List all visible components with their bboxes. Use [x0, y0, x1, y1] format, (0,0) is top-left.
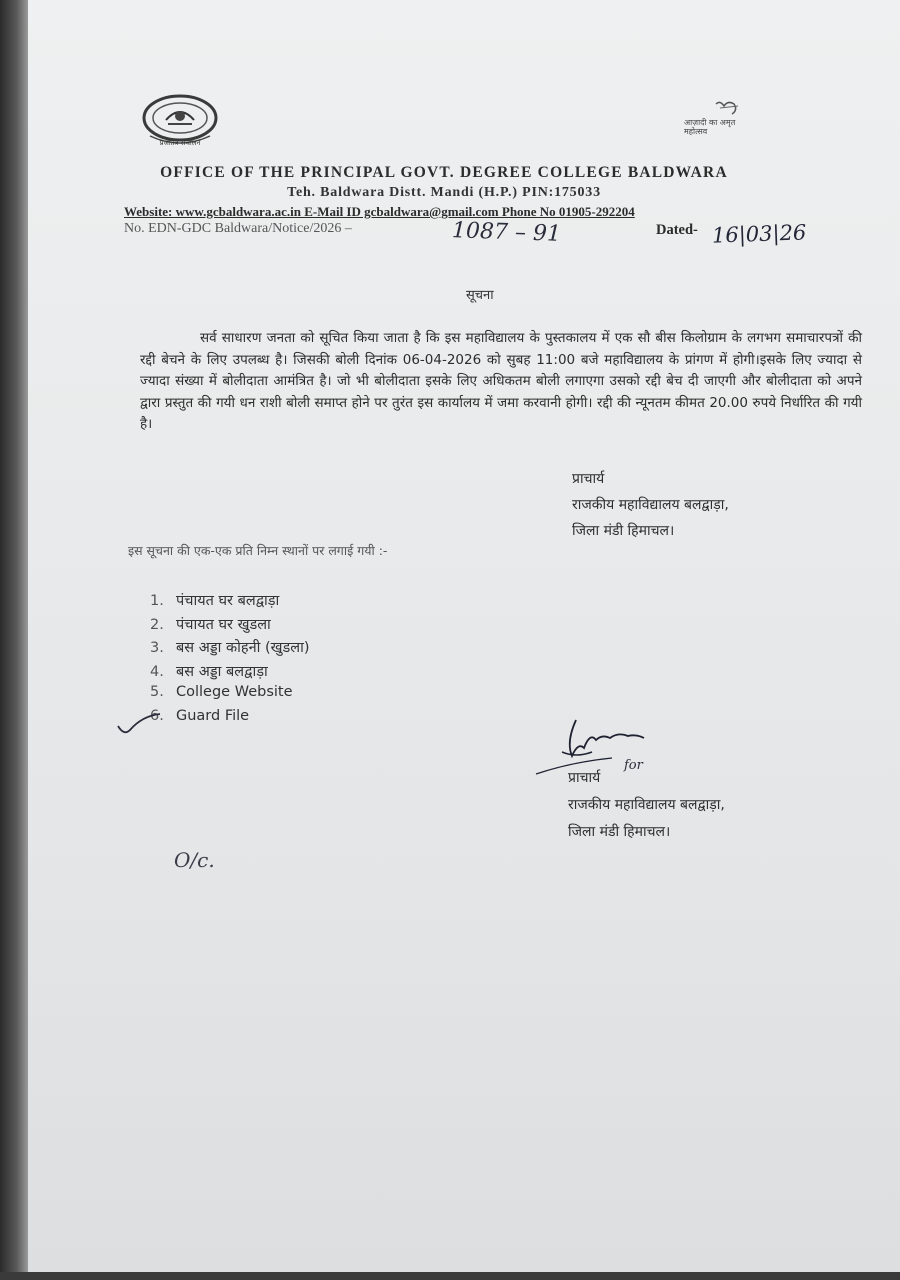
principal-title: प्राचार्य: [568, 770, 601, 786]
list-item-number: 3.: [150, 640, 164, 656]
list-item: [150, 661, 310, 685]
notice-heading: सूचना: [466, 288, 494, 303]
district-line: जिला मंडी हिमाचल।: [568, 824, 671, 840]
logo-text: प्रजातंत्र संचालन: [159, 139, 201, 147]
college-name-line: राजकीय महाविद्यालय बलद्वाड़ा,: [572, 497, 729, 513]
signature-for-handwritten: for: [624, 758, 643, 773]
district-line: जिला मंडी हिमाचल।: [572, 523, 675, 539]
handwritten-tick-mark: [116, 708, 166, 738]
principal-title: प्राचार्य: [572, 471, 605, 487]
list-item-label: बस अड्डा कोहनी (खुडला): [176, 640, 310, 656]
notice-body: सर्व साधारण जनता को सूचित किया जाता है कि इस महाविद्यालय के पुस्तकालय में एक सौ बीस किलोग्राम के लगभग समाचारपत्रों की रद्दी बेचने के लिए उपलब्ध है। जिसकी बोली दिनांक 06-04-2026 को सुबह 11:00 बजे महाविद्यालय के प्रांगण में होगी।इसके लिए ज्यादा से ज्यादा संख्या में बोलीदाता आमंत्रित है। जो भी बोलीदाता इसके लिए अधिकतम बोली लगाएगा उसको रद्दी बेच दी जाएगी और बोलीदाता को अपने द्वारा प्रस्तुत की गयी धन राशी बोली समाप्त होने पर तुरंत इस कार्यालय में जमा करवानी होगी। रद्दी की न्यूनतम कीमत 20.00 रुपये निर्धारित की गयी है।: [140, 330, 862, 432]
notice-number-handwritten: 1087 – 91: [451, 218, 562, 247]
list-item-number: 5.: [150, 684, 164, 700]
college-name-line: राजकीय महाविद्यालय बलद्वाड़ा,: [568, 797, 725, 813]
list-item-number: 4.: [150, 663, 164, 680]
notice-number: No. EDN-GDC Baldwara/Notice/2026 –: [124, 221, 352, 236]
list-item-number: 2.: [150, 616, 164, 633]
list-item-number: 6.: [150, 707, 164, 724]
list-item-label: College Website: [176, 684, 293, 700]
dated-handwritten: 16|03|26: [711, 220, 807, 248]
office-contact-line: Website: www.gcbaldwara.ac.in E-Mail ID gcbaldwara@gmail.com Phone No 01905-292204: [124, 204, 635, 219]
list-item-number: 1.: [150, 593, 164, 609]
list-item: [150, 637, 310, 661]
list-item: [150, 590, 310, 614]
office-title: OFFICE OF THE PRINCIPAL GOVT. DEGREE COLLEGE BALDWARA: [160, 164, 728, 181]
list-item-label: पंचायत घर खुडला: [176, 616, 271, 633]
list-item-label: बस अड्डा बलद्वाड़ा: [176, 663, 268, 680]
principal-signature-block-2: [568, 765, 725, 846]
distribution-list: [150, 590, 310, 731]
copy-distribution-intro: इस सूचना की एक-एक प्रति निम्न स्थानों पर लगाई गयी :-: [128, 543, 388, 558]
list-item: [150, 708, 310, 732]
office-address: Teh. Baldwara Distt. Mandi (H.P.) PIN:175033: [287, 185, 601, 200]
college-logo-emblem: [138, 92, 222, 152]
page-edge-shadow: [0, 0, 28, 1280]
list-item-label: पंचायत घर बलद्वाड़ा: [176, 593, 280, 609]
list-item-label: Guard File: [176, 707, 250, 724]
list-item: [150, 614, 310, 638]
azadi-logo-text: आज़ादी का अमृत महोत्सव: [684, 118, 736, 136]
dated-label: Dated-: [656, 222, 698, 238]
page-bottom-edge: [0, 1272, 900, 1280]
list-item: [150, 684, 310, 708]
office-copy-mark: O/c.: [174, 848, 215, 872]
principal-signature-block-1: [572, 466, 729, 544]
